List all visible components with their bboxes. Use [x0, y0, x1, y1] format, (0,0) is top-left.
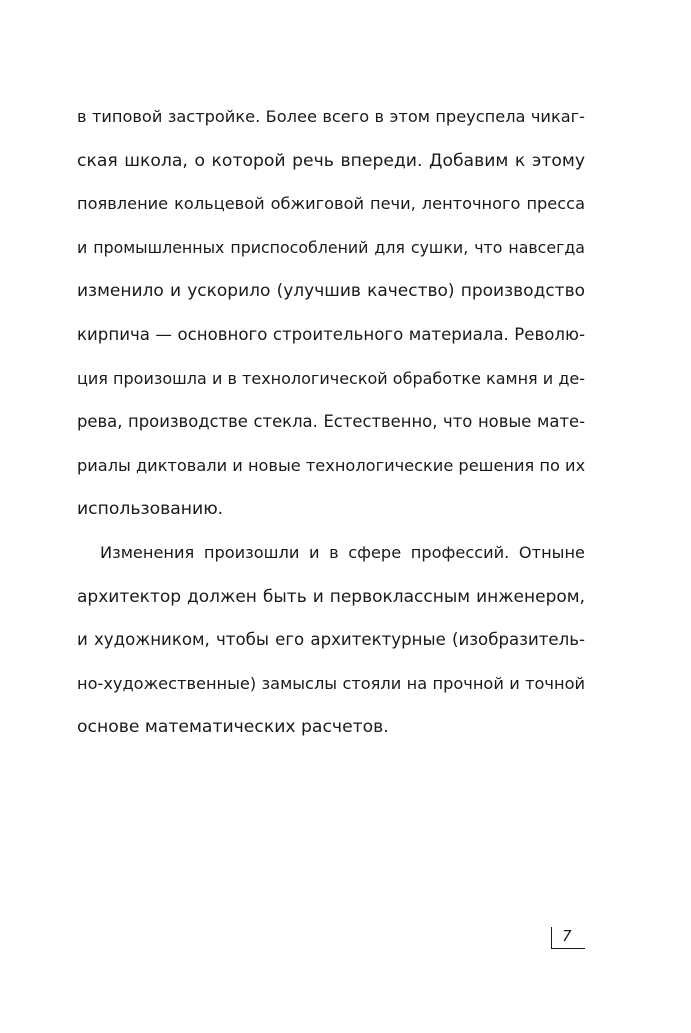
- page-number-vertical-rule: [551, 927, 552, 949]
- text-line: рева, производстве стекла. Естественно, что новые мате-: [77, 412, 585, 432]
- page-number-horizontal-rule: [551, 948, 585, 949]
- page-number-marker: [551, 927, 585, 949]
- text-line: и художником, чтобы его архитектурные (изобразитель-: [77, 630, 585, 650]
- text-line: риалы диктовали и новые технологические решения по их: [77, 455, 586, 475]
- text-line: кирпича — основного строительного материала. Револю-: [77, 324, 585, 344]
- page-number: 7: [562, 927, 572, 945]
- text-line: появление кольцевой обжиговой печи, ленточного пресса: [77, 194, 585, 214]
- text-line: использованию.: [77, 499, 224, 520]
- text-line: ция произошла и в технологической обработке камня и де-: [77, 368, 585, 388]
- text-line: и промышленных приспособлений для сушки, что навсегда: [77, 237, 585, 257]
- text-line: архитектор должен быть и первоклассным инженером,: [77, 586, 585, 607]
- page-body-text: [77, 100, 585, 754]
- text-line: в типовой застройке. Более всего в этом преуспела чикаг-: [77, 107, 585, 126]
- text-line: Изменения произошли и в сфере профессий. Отныне: [100, 542, 585, 562]
- text-line: ская школа, о которой речь впереди. Добавим к этому: [77, 150, 585, 171]
- text-line: основе математических расчетов.: [77, 717, 389, 738]
- text-line: изменило и ускорило (улучшив качество) производство: [77, 281, 585, 302]
- text-line: но-художественные) замыслы стояли на прочной и точной: [77, 673, 585, 693]
